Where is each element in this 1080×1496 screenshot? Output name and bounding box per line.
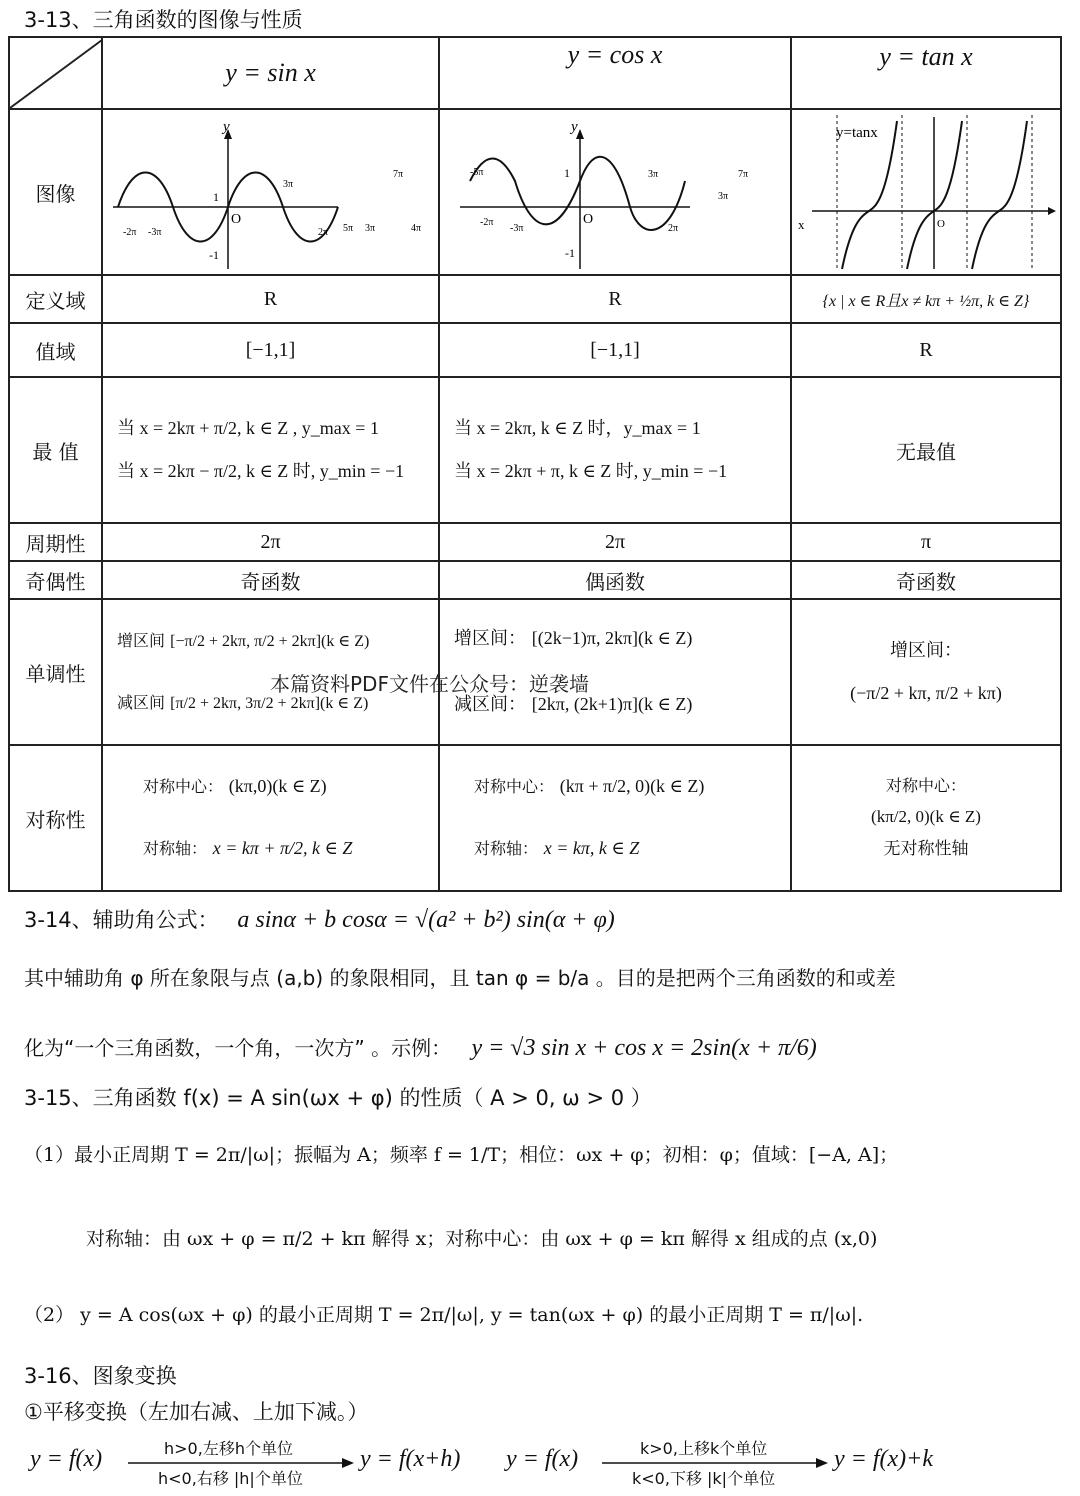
svg-text:4π: 4π	[411, 223, 422, 234]
shift-v-bottom: k<0,下移 |k|个单位	[632, 1469, 776, 1488]
cos-graph-cell	[439, 109, 791, 275]
diagonal-line	[10, 38, 103, 110]
cos-axis-label: 对称轴：	[474, 839, 539, 858]
svg-text:x: x	[798, 217, 805, 232]
sin-center: (kπ,0)(k ∈ Z)	[228, 776, 327, 797]
cos-dec: [2kπ, (2k+1)π](k ∈ Z)	[531, 694, 693, 714]
sin-center-label: 对称中心：	[143, 777, 224, 797]
watermark: 本篇资料PDF文件在公众号：逆袭墙	[270, 672, 589, 696]
row-label-parity: 奇偶性	[9, 561, 102, 599]
cos-max: 当 x = 2kπ, k ∈ Z 时，y_max = 1	[454, 417, 701, 438]
shift-v-left: y = f(x)	[506, 1446, 579, 1472]
cos-range: [−1,1]	[439, 323, 791, 377]
shift-h-left: y = f(x)	[30, 1446, 103, 1472]
tan-graph-label: y=tanx	[836, 125, 878, 141]
row-label-extrema: 最 值	[9, 377, 102, 523]
svg-text:-1: -1	[565, 246, 575, 260]
section-315-item1b: 对称轴：由 ωx + φ = π/2 + kπ 解得 x；对称中心：由 ωx + φ = kπ 解得 x 组成的点 (x,0)	[86, 1228, 878, 1250]
section-315-title: 3-15、三角函数 f(x) = A sin(ωx + φ) 的性质（ A > 0, ω > 0 ）	[24, 1086, 652, 1110]
svg-text:3π: 3π	[365, 223, 376, 234]
cos-graph	[440, 111, 788, 273]
sin-parity: 奇函数	[102, 561, 439, 599]
tan-range: R	[791, 323, 1061, 377]
svg-text:O: O	[231, 212, 242, 227]
cos-center: (kπ + π/2, 0)(k ∈ Z)	[559, 776, 705, 797]
svg-text:3π: 3π	[648, 169, 659, 180]
section-314-text2: 化为“一个三角函数，一个角，一次方” 。示例：	[24, 1036, 452, 1060]
tan-extrema: 无最值	[791, 377, 1061, 523]
row-label-range: 值域	[9, 323, 102, 377]
tan-period: π	[791, 523, 1061, 561]
sin-graph	[103, 111, 436, 273]
col-header-sin: y = sin x	[102, 37, 439, 109]
section-313-title: 3-13、三角函数的图像与性质	[24, 8, 303, 32]
sin-min: 当 x = 2kπ − π/2, k ∈ Z 时, y_min = −1	[117, 461, 405, 481]
sin-dec-label: 减区间	[117, 693, 166, 712]
row-label-symmetry: 对称性	[9, 745, 102, 891]
section-315-item1: （1）最小正周期 T = 2π/|ω|；振幅为 A；频率 f = 1/T；相位：ωx + φ；初相：φ；值域：[−A, A]；	[24, 1144, 899, 1166]
svg-text:3π: 3π	[718, 191, 729, 202]
sin-inc: [−π/2 + 2kπ, π/2 + 2kπ](k ∈ Z)	[170, 632, 370, 650]
svg-text:O: O	[583, 212, 594, 227]
row-label-period: 周期性	[9, 523, 102, 561]
shift-h-top: h>0,左移h个单位	[164, 1439, 293, 1458]
cos-domain: R	[439, 275, 791, 323]
corner-cell	[9, 37, 102, 109]
section-314-text1: 其中辅助角 φ 所在象限与点 (a,b) 的象限相同，且 tan φ = b/a 。目的是把两个三角函数的和或差	[24, 966, 896, 990]
tan-parity: 奇函数	[791, 561, 1061, 599]
sin-axis-label: 对称轴：	[143, 839, 208, 858]
svg-text:-5π: -5π	[470, 167, 484, 178]
svg-text:1: 1	[564, 166, 570, 180]
svg-text:-1: -1	[209, 248, 219, 262]
cos-period: 2π	[439, 523, 791, 561]
svg-text:2π: 2π	[318, 227, 329, 238]
section-316-title: 3-16、图象变换	[24, 1364, 177, 1388]
trig-properties-table	[8, 36, 1062, 892]
tan-axis: 无对称性轴	[883, 839, 969, 860]
section-314-title: 3-14、辅助角公式：	[24, 908, 219, 932]
sin-max: 当 x = 2kπ + π/2, k ∈ Z , y_max = 1	[117, 417, 379, 438]
row-label-monotonicity: 单调性	[9, 599, 102, 745]
svg-text:y: y	[223, 119, 230, 135]
section-315-item2: （2） y = A cos(ωx + φ) 的最小正周期 T = 2π/|ω|, y = tan(ωx + φ) 的最小正周期 T = π/|ω|.	[24, 1304, 864, 1326]
tan-domain: {x | x ∈ R且x ≠ kπ + ½π, k ∈ Z}	[791, 275, 1061, 323]
sin-graph-cell	[102, 109, 439, 275]
sin-domain: R	[102, 275, 439, 323]
shift-v-top: k>0,上移k个单位	[640, 1439, 768, 1458]
svg-text:O: O	[937, 218, 945, 230]
shift-v-right: y = f(x)+k	[834, 1446, 933, 1472]
tan-graph	[792, 111, 1058, 273]
cos-axis: x = kπ, k ∈ Z	[543, 838, 640, 858]
col-header-cos: y = cos x	[439, 37, 791, 109]
cos-min: 当 x = 2kπ + π, k ∈ Z 时, y_min = −1	[454, 461, 728, 481]
svg-text:7π: 7π	[393, 169, 404, 180]
sin-inc-label: 增区间	[117, 630, 166, 650]
svg-text:-2π: -2π	[480, 217, 494, 228]
cos-center-label: 对称中心：	[474, 777, 555, 797]
svg-text:y: y	[571, 119, 578, 135]
tan-inc: (−π/2 + kπ, π/2 + kπ)	[850, 683, 1002, 703]
svg-text:2π: 2π	[668, 223, 679, 234]
row-label-graph	[9, 109, 102, 275]
svg-text:-3π: -3π	[148, 227, 162, 238]
aux-angle-formula: a sinα + b cosα = √(a² + b²) sin(α + φ)	[237, 907, 615, 933]
svg-text:5π: 5π	[343, 223, 354, 234]
sin-period: 2π	[102, 523, 439, 561]
section-314-example: y = √3 sin x + cos x = 2sin(x + π/6)	[471, 1035, 817, 1061]
cos-parity: 偶函数	[439, 561, 791, 599]
cos-inc: [(2k−1)π, 2kπ](k ∈ Z)	[531, 628, 693, 649]
svg-text:1: 1	[213, 190, 219, 204]
svg-text:3π: 3π	[283, 179, 294, 190]
shift-h-bottom: h<0,右移 |h|个单位	[158, 1469, 303, 1488]
svg-text:7π: 7π	[738, 169, 749, 180]
sin-axis: x = kπ + π/2, k ∈ Z	[212, 838, 353, 858]
tan-center-label: 对称中心：	[885, 775, 966, 795]
sin-dec: [π/2 + 2kπ, 3π/2 + 2kπ](k ∈ Z)	[170, 695, 369, 712]
section-316-sub1: ①平移变换（左加右减、上加下减。）	[24, 1400, 369, 1424]
tan-inc-label: 增区间：	[890, 639, 962, 661]
sin-range: [−1,1]	[102, 323, 439, 377]
svg-text:-3π: -3π	[510, 223, 524, 234]
tan-graph-cell	[791, 109, 1061, 275]
graph-label: 图像	[35, 181, 76, 206]
cos-dec-label: 减区间：	[454, 694, 526, 715]
cos-inc-label: 增区间：	[454, 628, 526, 650]
shift-h-right: y = f(x+h)	[360, 1446, 461, 1472]
tan-center: (kπ/2, 0)(k ∈ Z)	[871, 806, 981, 826]
svg-text:-2π: -2π	[123, 227, 137, 238]
col-header-tan: y = tan x	[791, 37, 1061, 109]
row-label-domain: 定义域	[9, 275, 102, 323]
